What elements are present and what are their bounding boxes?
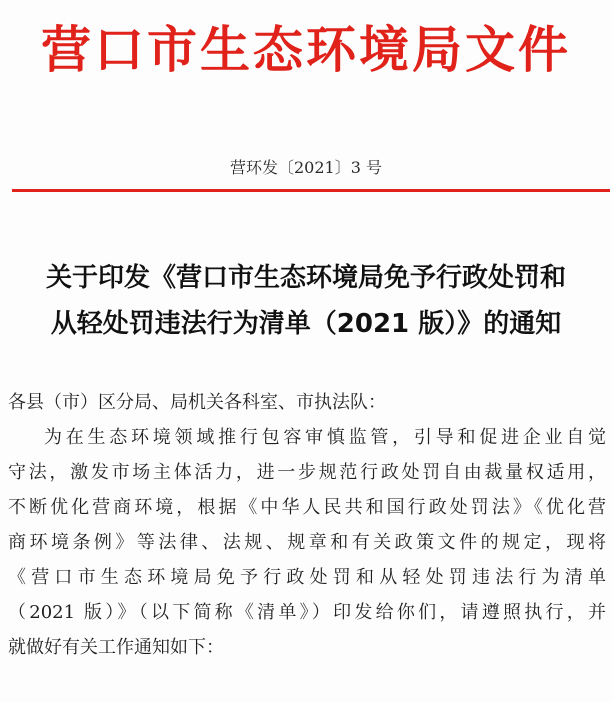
body-line-4: 商环境条例》等法律、法规、规章和有关政策文件的规定，现将 <box>8 532 606 553</box>
title-line-2: 从轻处罚违法行为清单（2021 版）》的通知 <box>50 309 562 339</box>
body-line-1: 为在生态环境领域推行包容审慎监管，引导和促进企业自觉 <box>44 427 606 448</box>
body-line-2: 守法，激发市场主体活力，进一步规范行政处罚自由裁量权适用， <box>8 462 606 483</box>
body-line-7: 就做好有关工作通知如下： <box>8 637 224 658</box>
body-line-6: （2021 版）》（以下简称《清单》）印发给你们，请遵照执行，并 <box>8 602 606 623</box>
red-divider-line <box>12 189 610 192</box>
body-line-5: 《营口市生态环境局免予行政处罚和从轻处罚违法行为清单 <box>8 567 606 588</box>
addressee-line: 各县（市）区分局、局机关各科室、市执法队： <box>8 392 386 413</box>
body-line-3: 不断优化营商环境，根据《中华人民共和国行政处罚法》《优化营 <box>8 497 606 518</box>
document-body <box>8 385 606 665</box>
title-line-1: 关于印发《营口市生态环境局免予行政处罚和 <box>45 263 566 293</box>
issuer-header: 营口市生态环境局文件 <box>41 20 571 79</box>
document-number: 营环发〔2021〕3 号 <box>230 158 382 177</box>
document-title <box>0 255 612 347</box>
